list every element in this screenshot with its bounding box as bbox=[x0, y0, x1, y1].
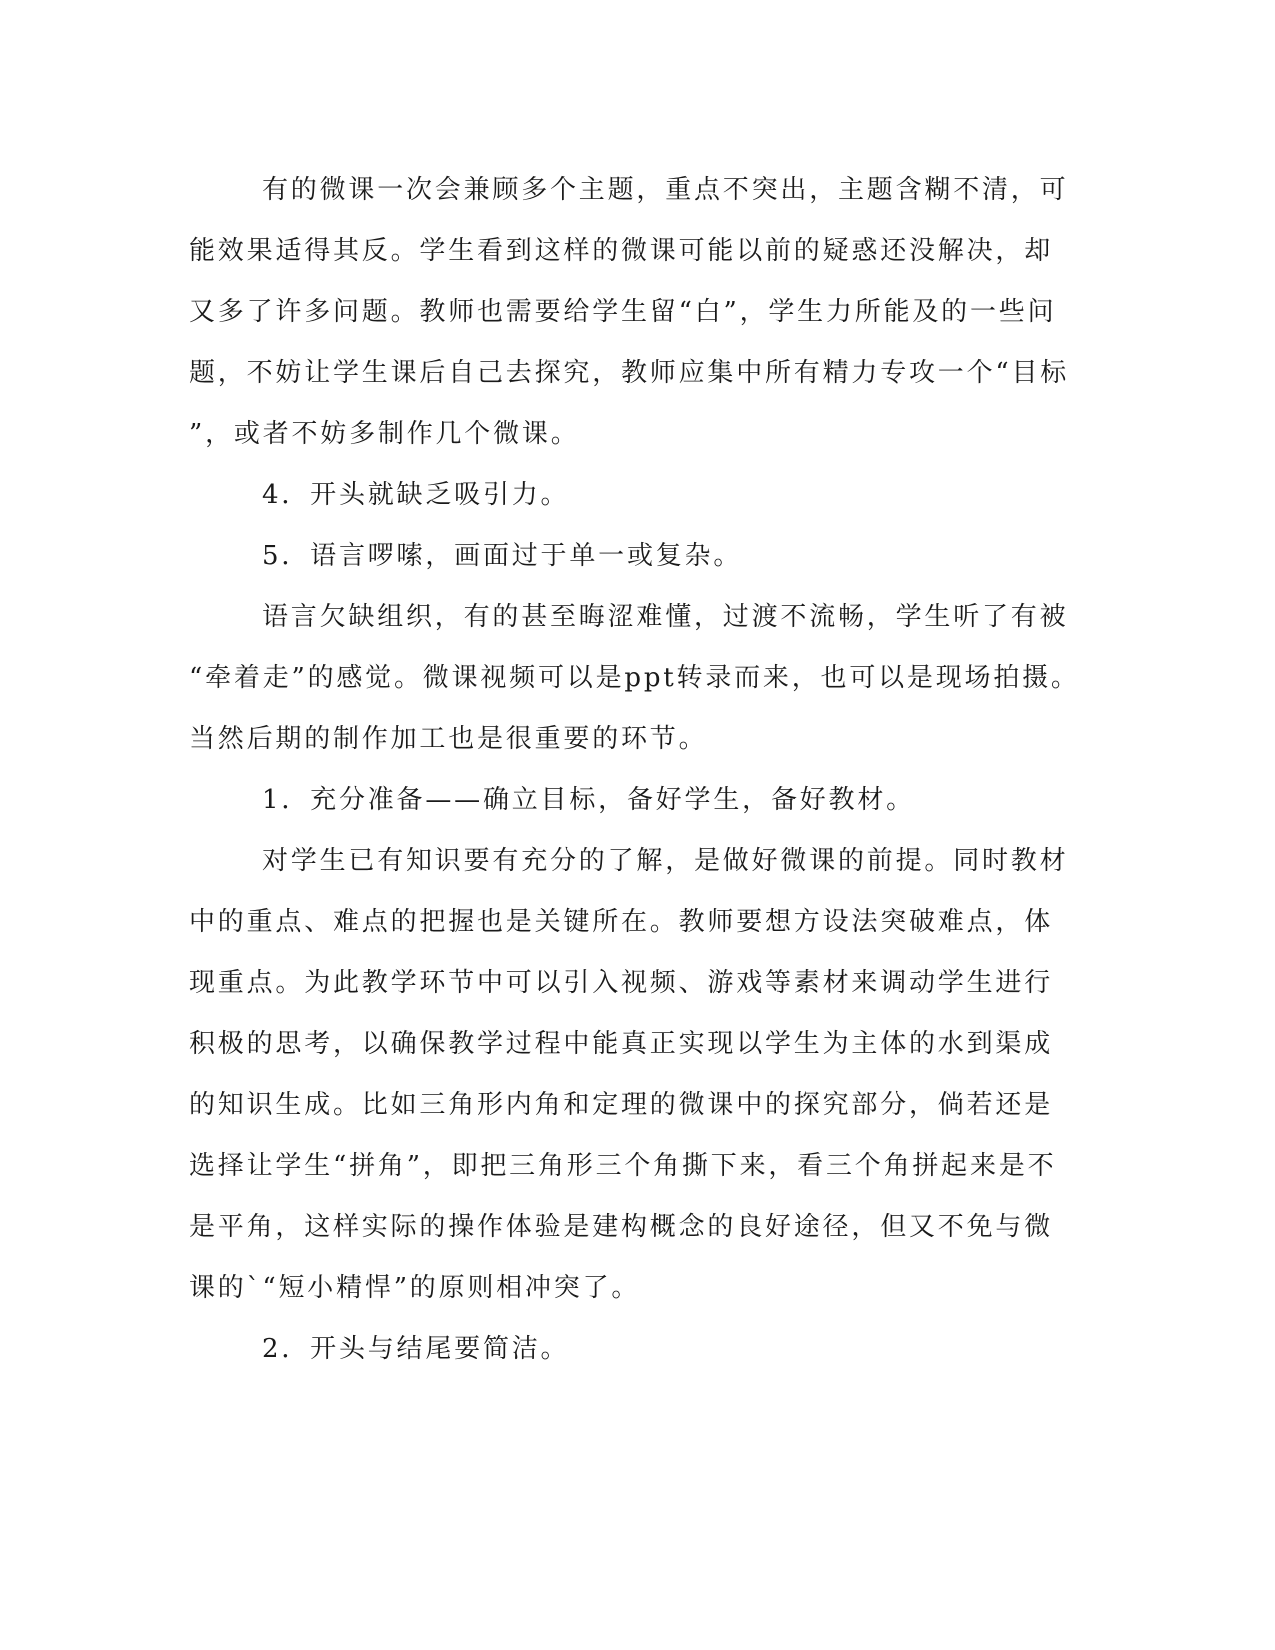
paragraph-line: 课的`“短小精悍”的原则相冲突了。 bbox=[189, 1273, 641, 1303]
paragraph-multi-topic bbox=[189, 160, 1069, 465]
paragraph-line: 又多了许多问题。教师也需要给学生留“白”，学生力所能及的一些问 bbox=[189, 297, 1057, 327]
list-item-4 bbox=[189, 465, 1069, 526]
list-item-2 bbox=[189, 1319, 1069, 1380]
paragraph-line: “牵着走”的感觉。微课视频可以是ppt转录而来，也可以是现场拍摄。 bbox=[189, 663, 1080, 693]
paragraph-line: 对学生已有知识要有充分的了解，是做好微课的前提。同时教材 bbox=[262, 846, 1069, 876]
paragraph-line: 题，不妨让学生课后自己去探究，教师应集中所有精力专攻一个“目标 bbox=[189, 358, 1070, 388]
paragraph-line: 能效果适得其反。学生看到这样的微课可能以前的疑惑还没解决，却 bbox=[189, 236, 1054, 266]
list-item-text: 4．开头就缺乏吸引力。 bbox=[262, 480, 570, 510]
paragraph-line: 现重点。为此教学环节中可以引入视频、游戏等素材来调动学生进行 bbox=[189, 968, 1054, 998]
paragraph-line: 的知识生成。比如三角形内角和定理的微课中的探究部分，倘若还是 bbox=[189, 1090, 1054, 1120]
paragraph-line: 是平角，这样实际的操作体验是建构概念的良好途径，但又不免与微 bbox=[189, 1212, 1054, 1242]
list-item-text: 5．语言啰嗦，画面过于单一或复杂。 bbox=[262, 541, 743, 571]
list-item-text: 1．充分准备——确立目标，备好学生，备好教材。 bbox=[262, 785, 915, 815]
list-item-1 bbox=[189, 770, 1069, 831]
list-item-5 bbox=[189, 526, 1069, 587]
paragraph-language bbox=[189, 587, 1080, 770]
paragraph-line: ”，或者不妨多制作几个微课。 bbox=[189, 419, 580, 449]
document-body bbox=[189, 160, 1080, 1380]
paragraph-line: 当然后期的制作加工也是很重要的环节。 bbox=[189, 724, 708, 754]
list-item-text: 2．开头与结尾要简洁。 bbox=[262, 1334, 570, 1364]
paragraph-line: 积极的思考，以确保教学过程中能真正实现以学生为主体的水到渠成 bbox=[189, 1029, 1054, 1059]
paragraph-line: 中的重点、难点的把握也是关键所在。教师要想方设法突破难点，体 bbox=[189, 907, 1054, 937]
paragraph-line: 语言欠缺组织，有的甚至晦涩难懂，过渡不流畅，学生听了有被 bbox=[262, 602, 1069, 632]
paragraph-line: 选择让学生“拼角”，即把三角形三个角撕下来，看三个角拼起来是不 bbox=[189, 1151, 1057, 1181]
paragraph-knowledge bbox=[189, 831, 1069, 1319]
paragraph-line: 有的微课一次会兼顾多个主题，重点不突出，主题含糊不清，可 bbox=[262, 175, 1069, 205]
